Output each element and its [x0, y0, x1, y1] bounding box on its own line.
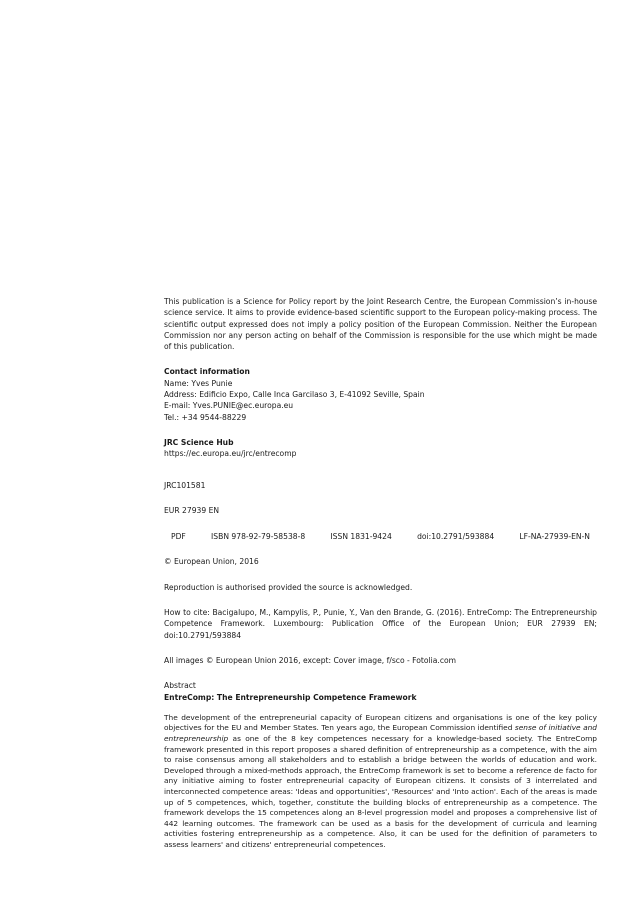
contact-email: E-mail: Yves.PUNIE@ec.europa.eu [164, 401, 294, 411]
pub-doi: doi:10.2791/593884 [417, 532, 495, 542]
science-hub [164, 437, 597, 460]
pub-catalogue: LF-NA-27939-EN-N [519, 532, 590, 542]
disclaimer-paragraph: This publication is a Science for Policy report by the Joint Research Centre, the European Commission’s in-house science service. It aims to provide evidence-based scientific support to the European policy-making process. The scientific output expressed does not imply a policy position of the European Commission. Neither the European Commission nor any person acting on behalf of the Commission is responsible for the use which might be made of this publication. [164, 297, 597, 352]
jrc-number: JRC101581 [164, 480, 206, 490]
abstract-title: EntreComp: The Entrepreneurship Competence Framework [164, 692, 417, 702]
abstract-label: Abstract [164, 681, 196, 691]
abstract-section [164, 680, 597, 850]
contact-tel: Tel.: +34 9544-88229 [164, 412, 247, 422]
hub-heading: JRC Science Hub [164, 437, 234, 447]
hub-url[interactable]: https://ec.europa.eu/jrc/entrecomp [164, 449, 297, 459]
eur-number: EUR 27939 EN [164, 505, 220, 515]
abstract-body-emphasis: sense of initiative and entrepreneurship [164, 723, 597, 744]
abstract-body [164, 713, 597, 851]
pub-format: PDF [171, 532, 186, 542]
copyright-line: © European Union, 2016 [164, 557, 259, 567]
imprint-block [164, 296, 597, 851]
publication-identifiers [164, 531, 597, 542]
reproduction-line: Reproduction is authorised provided the source is acknowledged. [164, 582, 413, 592]
abstract-body-part2: as one of the 8 key competences necessary for a knowledge-based society. The EntreComp framework presented in this report proposes a shared definition of entrepreneurship as a competence, with the aim to raise consensus among all stakeholders and to establish a bridge between the worlds of education and work. Developed through a mixed-methods approach, the EntreComp framework is set to become a reference de facto for any initiative aiming to foster entrepreneurial capacity of European citizens. It consists of 3 interrelated and interconnected competence areas: 'Ideas and opportunities', 'Resources' and 'Into action'. Each of the areas is made up of 5 competences, which, together, constitute the building blocks of entrepreneurship as a competence. The framework develops the 15 competences along an 8-level progression model and proposes a comprehensive list of 442 learning outcomes. The framework can be used as a basis for the development of curricula and learning activities fostering entrepreneurship as a competence. Also, it can be used for the definition of parameters to assess learners' and citizens' entrepreneurial competences. [164, 734, 597, 849]
citation-paragraph: How to cite: Bacigalupo, M., Kampylis, P., Punie, Y., Van den Brande, G. (2016). EntreComp: The Entrepreneurship Competence Framework. Luxembourg: Publication Office of the European Union; EUR 27939 EN; doi:10.2791/593884 [164, 608, 597, 640]
contact-name: Name: Yves Punie [164, 378, 233, 388]
contact-information [164, 366, 597, 422]
pub-isbn: ISBN 978-92-79-58538-8 [211, 532, 306, 542]
contact-address: Address: Edificio Expo, Calle Inca Garcilaso 3, E-41092 Seville, Spain [164, 390, 425, 400]
pub-issn: ISSN 1831-9424 [330, 532, 392, 542]
abstract-body-part1: The development of the entrepreneurial capacity of European citizens and organisations is one of the key policy objectives for the EU and Member States. Ten years ago, the European Commission identified [164, 712, 597, 733]
contact-heading: Contact information [164, 367, 250, 377]
images-credit: All images © European Union 2016, except: Cover image, f/sco - Fotolia.com [164, 655, 457, 665]
